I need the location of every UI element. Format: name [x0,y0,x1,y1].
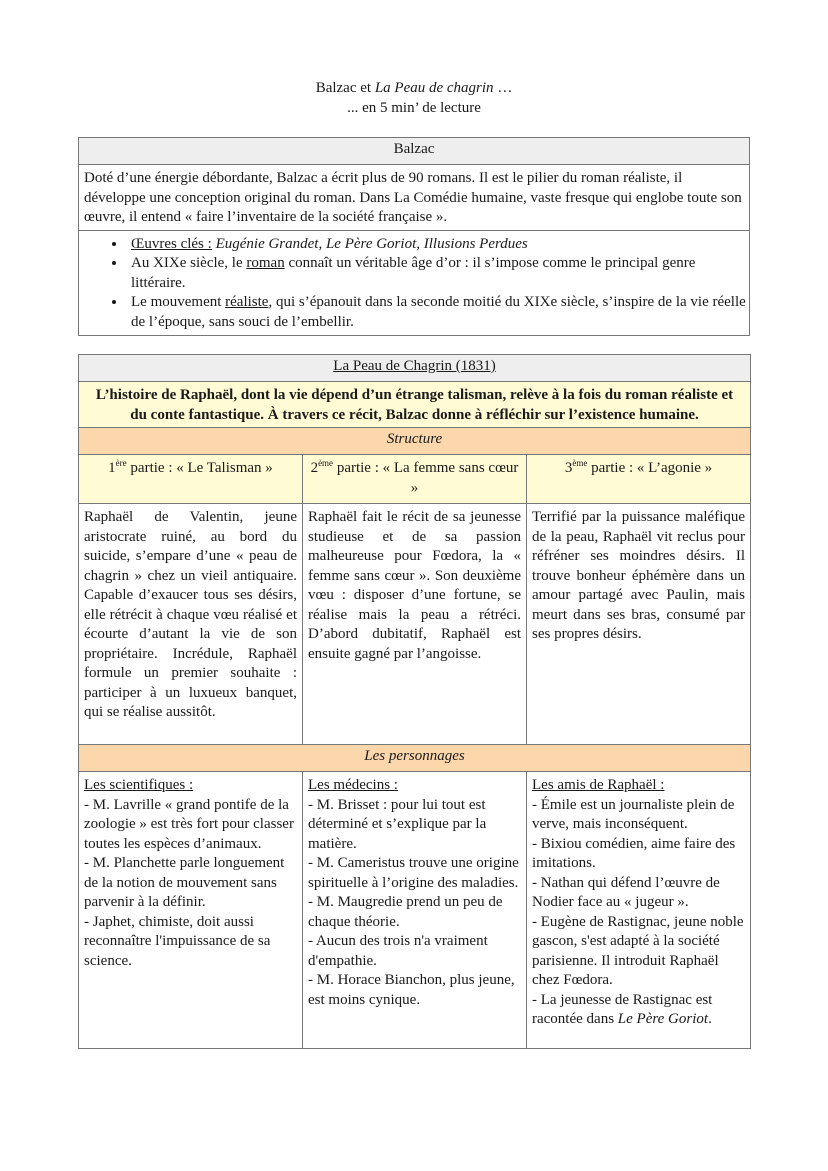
group-title: Les médecins : [308,777,398,793]
subtitle: ... en 5 min’ de lecture [347,99,481,116]
list-item: - Nathan qui défend l’œuvre de Nodier face au « jugeur ». [532,874,720,910]
part-1-title: 1ère partie : « Le Talisman » [79,455,303,504]
structure-heading: Structure [79,428,751,455]
balzac-table [78,137,750,336]
list-item: - M. Planchette parle longuement de la notion de mouvement sans parvenir à la définir. [84,855,285,910]
list-item: - Eugène de Rastignac, jeune noble gascon, s'est adapté à la société parisienne. Il introduit Raphaël chez Fœdora. [532,913,744,988]
list-item: - La jeunesse de Rastignac est racontée dans Le Père Goriot. [532,991,713,1027]
part-2-summary: Raphaël fait le récit de sa jeunesse studieuse et de sa passion malheureuse pour Fœdora, la « femme sans cœur ». Son deuxième vœu : disposer d’une fortune, se réalise mais la peau a rétréci. D’abord dubitatif, Raphaël est ensuite gagné par l’angoisse. [303,504,527,745]
list-item: • Au XIXe siècle, le roman connaît un véritable âge d’or : il s’impose comme le principal genre littéraire. [127,254,749,293]
character-group-scientists [79,772,303,1049]
list-item: • Le mouvement réaliste, qui s’épanouit dans la seconde moitié du XIXe siècle, s’inspire de la vie réelle de l’époque, sans souci de l’embellir. [127,293,749,332]
characters-heading: Les personnages [79,745,751,772]
peau-de-chagrin-table [78,354,751,1049]
list-item: - M. Maugredie prend un peu de chaque théorie. [308,894,503,930]
part-1-summary: Raphaël de Valentin, jeune aristocrate ruiné, au bord du suicide, s’empare d’une « peau de chagrin » chez un vieil antiquaire. Capable d’exaucer tous ses désirs, elle rétrécit à chaque vœu réalisé et écourte d’autant la vie de son propriétaire. Incrédule, Raphaël formule un premier souhaite : participer à un luxueux banquet, qui se réalise aussitôt. [79,504,303,745]
balzac-heading: Balzac [79,138,750,165]
part-2-title: 2ème partie : « La femme sans cœur » [303,455,527,504]
group-title: Les scientifiques : [84,777,194,793]
list-item: - M. Horace Bianchon, plus jeune, est moins cynique. [308,972,515,1008]
balzac-bullets-cell [79,230,750,336]
key-works: Eugénie Grandet, Le Père Goriot, Illusions Perdues [215,235,528,252]
book-summary: L’histoire de Raphaël, dont la vie dépend d’un étrange talisman, relève à la fois du roman réaliste et du conte fantastique. À travers ce récit, Balzac donne à réfléchir sur l’existence humaine. [79,382,751,428]
list-item: - Aucun des trois n'a vraiment d'empathie. [308,933,488,969]
balzac-intro-cell [79,165,750,231]
group-title: Les amis de Raphaël : [532,777,665,793]
list-item: - Émile est un journaliste plein de verve, mais inconséquent. [532,796,735,832]
book-title: La Peau de chagrin [374,80,494,96]
balzac-bullet-list [79,231,749,336]
book-heading: La Peau de Chagrin (1831) [79,355,751,382]
part-3-title: 3ème partie : « L’agonie » [527,455,751,504]
list-item: - M. Cameristus trouve une origine spirituelle à l’origine des maladies. [308,855,519,891]
list-item: • Œuvres clés : Eugénie Grandet, Le Père Goriot, Illusions Perdues [127,235,749,255]
list-item: - M. Lavrille « grand pontife de la zoologie » est très fort pour classer toutes les espèces d’animaux. [84,796,294,852]
character-group-friends [527,772,751,1049]
list-item: - M. Brisset : pour lui tout est déterminé et s’explique par la matière. [308,796,487,852]
document-title [0,79,828,118]
part-3-summary: Terrifié par la puissance maléfique de la peau, Raphaël vit reclus pour réfréner ses moindres désirs. Il trouve bonheur éphémère dans un amour partagé avec Paulin, mais meurt dans ses bras, consumé par ses propres désirs. [527,504,751,745]
character-group-doctors [303,772,527,1049]
list-item: - Bixiou comédien, aime faire des imitations. [532,835,736,871]
list-item: - Japhet, chimiste, doit aussi reconnaître l'impuissance de sa science. [84,913,271,969]
title-line: Balzac et La Peau de chagrin … [315,80,513,96]
balzac-intro: Doté d’une énergie débordante, Balzac a écrit plus de 90 romans. Il est le pilier du roman réaliste, il développe une conception original du roman. Dans La Comédie humaine, vaste fresque qui englobe toute son œuvre, il entend « faire l’inventaire de la société française ». [84,170,742,225]
